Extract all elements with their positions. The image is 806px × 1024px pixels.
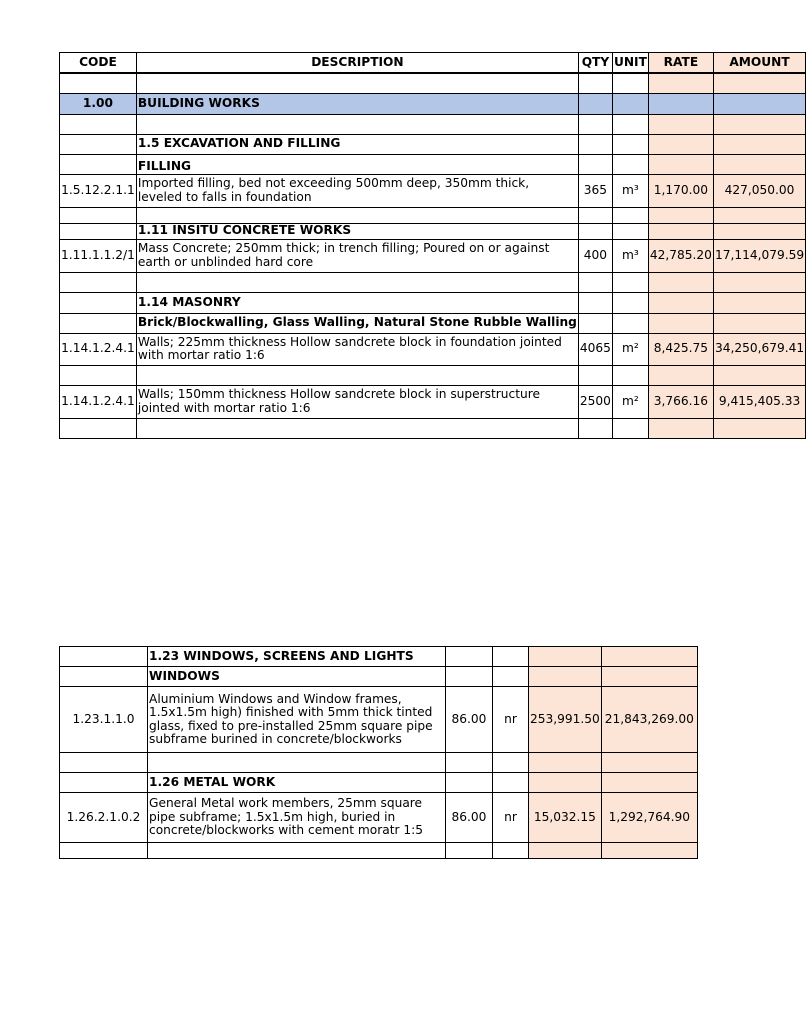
table-row-empty bbox=[60, 73, 806, 93]
header-qty: QTY bbox=[578, 53, 612, 74]
cell-amount: 34,250,679.41 bbox=[713, 333, 805, 365]
table-row-heading bbox=[60, 134, 806, 154]
table-row-empty bbox=[60, 272, 806, 292]
cell-rate: 8,425.75 bbox=[648, 333, 713, 365]
cell-code: 1.23.1.1.0 bbox=[60, 687, 148, 753]
cell-rate: 42,785.20 bbox=[648, 239, 713, 272]
cell-unit: m³ bbox=[612, 174, 648, 207]
cell-unit: m² bbox=[612, 333, 648, 365]
table-row-empty bbox=[60, 365, 806, 385]
table-row-empty bbox=[60, 207, 806, 223]
table-row-heading bbox=[60, 773, 698, 793]
cell-rate: 253,991.50 bbox=[529, 687, 602, 753]
cell-code: 1.00 bbox=[60, 93, 137, 114]
cell-code: 1.14.1.2.4.1 bbox=[60, 385, 137, 418]
table-row bbox=[60, 174, 806, 207]
cell-amount: 9,415,405.33 bbox=[713, 385, 805, 418]
boq-table-bottom bbox=[59, 646, 698, 859]
cell-description: BUILDING WORKS bbox=[136, 93, 578, 114]
header-unit: UNIT bbox=[612, 53, 648, 74]
cell-amount: 17,114,079.59 bbox=[713, 239, 805, 272]
cell-description: Mass Concrete; 250mm thick; in trench filling; Poured on or against earth or unblinded hard core bbox=[136, 239, 578, 272]
table-row-empty bbox=[60, 843, 698, 859]
cell-rate: 15,032.15 bbox=[529, 793, 602, 843]
cell-amount: 427,050.00 bbox=[713, 174, 805, 207]
header-description: DESCRIPTION bbox=[136, 53, 578, 74]
cell-description: General Metal work members, 25mm square pipe subframe; 1.5x1.5m high, buried in concrete/blockworks with cement moratr 1:5 bbox=[148, 793, 446, 843]
cell-description: Walls; 225mm thickness Hollow sandcrete block in foundation jointed with mortar ratio 1:6 bbox=[136, 333, 578, 365]
cell-amount: 21,843,269.00 bbox=[601, 687, 697, 753]
cell-amount: 1,292,764.90 bbox=[601, 793, 697, 843]
cell-code: 1.11.1.1.2/1 bbox=[60, 239, 137, 272]
cell-code: 1.26.2.1.0.2 bbox=[60, 793, 148, 843]
table-row-heading bbox=[60, 647, 698, 667]
table-row-empty bbox=[60, 114, 806, 134]
table-row-section bbox=[60, 93, 806, 114]
cell-qty: 400 bbox=[578, 239, 612, 272]
table-row bbox=[60, 385, 806, 418]
header-code: CODE bbox=[60, 53, 137, 74]
cell-qty: 4065 bbox=[578, 333, 612, 365]
table-row-heading bbox=[60, 313, 806, 333]
cell-unit: m³ bbox=[612, 239, 648, 272]
table-row bbox=[60, 239, 806, 272]
cell-unit: m² bbox=[612, 385, 648, 418]
table-row-heading bbox=[60, 667, 698, 687]
table-row-heading bbox=[60, 292, 806, 313]
cell-description: Aluminium Windows and Window frames, 1.5x1.5m high) finished with 5mm thick tinted glass, fixed to pre-installed 25mm square pipe subframe burined in concrete/blockworks bbox=[148, 687, 446, 753]
table-row-empty bbox=[60, 753, 698, 773]
cell-description: Walls; 150mm thickness Hollow sandcrete block in superstructure jointed with mortar ratio 1:6 bbox=[136, 385, 578, 418]
cell-qty: 86.00 bbox=[446, 793, 493, 843]
boq-table-top bbox=[59, 52, 806, 439]
cell-code: 1.5.12.2.1.1 bbox=[60, 174, 137, 207]
cell-description: 1.11 INSITU CONCRETE WORKS bbox=[136, 223, 578, 239]
table-row bbox=[60, 793, 698, 843]
cell-code: 1.14.1.2.4.1 bbox=[60, 333, 137, 365]
cell-description: 1.23 WINDOWS, SCREENS AND LIGHTS bbox=[148, 647, 446, 667]
cell-rate: 1,170.00 bbox=[648, 174, 713, 207]
header-amount: AMOUNT bbox=[713, 53, 805, 74]
cell-description: Brick/Blockwalling, Glass Walling, Natural Stone Rubble Walling bbox=[136, 313, 578, 333]
header-row bbox=[60, 53, 806, 74]
cell-qty: 86.00 bbox=[446, 687, 493, 753]
cell-description: FILLING bbox=[136, 154, 578, 174]
table-row-empty bbox=[60, 418, 806, 438]
table-row bbox=[60, 333, 806, 365]
cell-rate: 3,766.16 bbox=[648, 385, 713, 418]
cell-description: Imported filling, bed not exceeding 500mm deep, 350mm thick, leveled to falls in foundation bbox=[136, 174, 578, 207]
cell-unit: nr bbox=[493, 793, 529, 843]
cell-description: 1.5 EXCAVATION AND FILLING bbox=[136, 134, 578, 154]
cell-description: WINDOWS bbox=[148, 667, 446, 687]
cell-qty: 365 bbox=[578, 174, 612, 207]
header-rate: RATE bbox=[648, 53, 713, 74]
cell-description: 1.14 MASONRY bbox=[136, 292, 578, 313]
table-row bbox=[60, 687, 698, 753]
cell-unit: nr bbox=[493, 687, 529, 753]
cell-qty: 2500 bbox=[578, 385, 612, 418]
table-row-heading bbox=[60, 223, 806, 239]
table-row-heading bbox=[60, 154, 806, 174]
cell-description: 1.26 METAL WORK bbox=[148, 773, 446, 793]
